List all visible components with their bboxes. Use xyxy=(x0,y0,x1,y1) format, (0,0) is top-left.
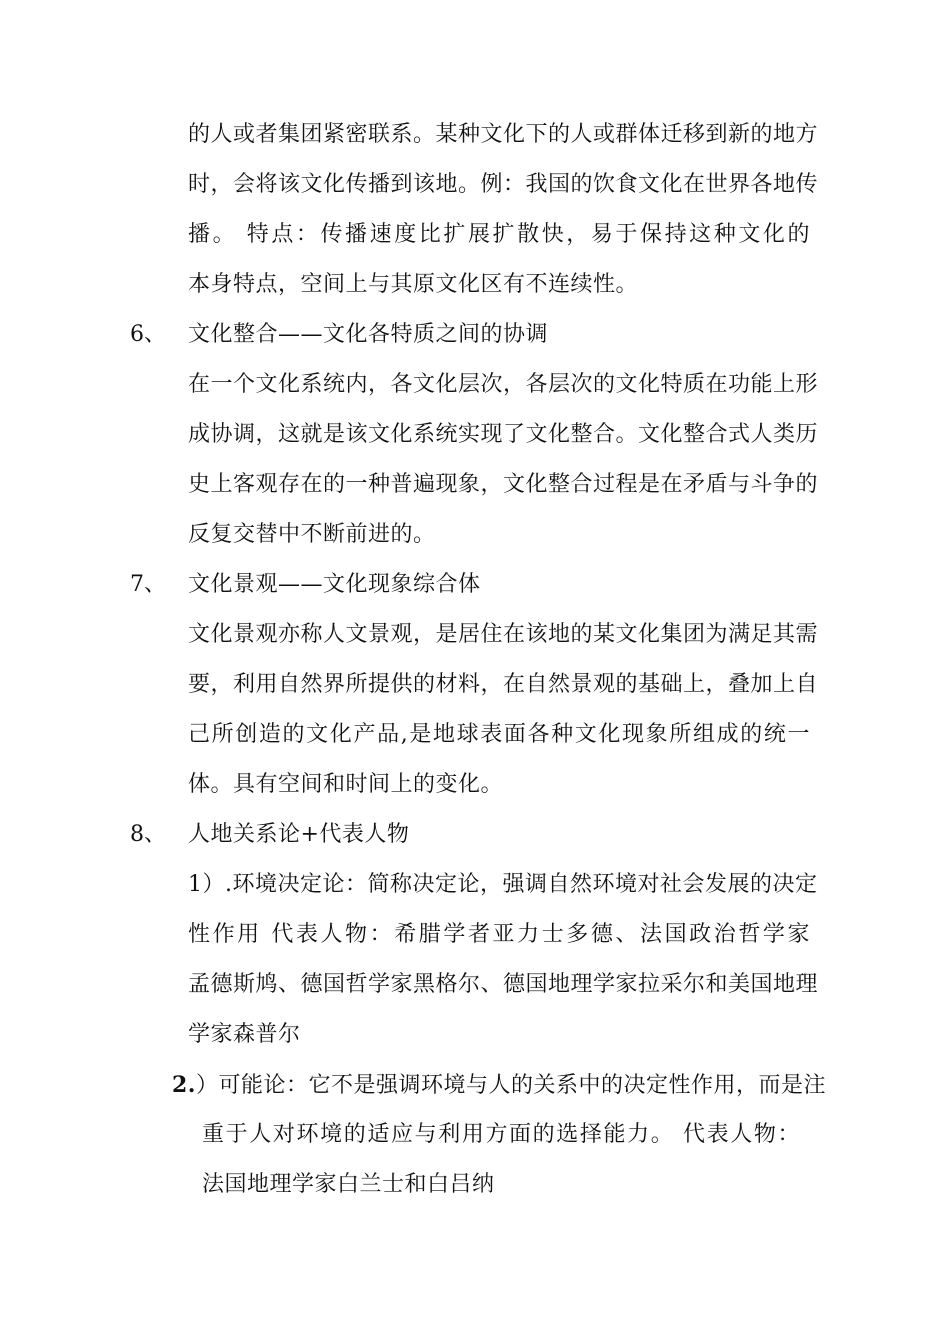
intro-line-1: 的人或者集团紧密联系。某种文化下的人或群体迁移到新的地方 xyxy=(188,122,819,147)
section-8-heading: 人地关系论+代表人物 xyxy=(188,822,410,847)
section-7-heading: 文化景观——文化现象综合体 xyxy=(188,572,481,597)
possibilism-line-2: 重于人对环境的适应与利用方面的选择能力。 代表人物： xyxy=(202,1122,800,1147)
section-7-line-3: 己所创造的文化产品,是地球表面各种文化现象所组成的统一 xyxy=(188,722,810,747)
intro-line-2: 时，会将该文化传播到该地。例：我国的饮食文化在世界各地传 xyxy=(188,172,819,197)
section-8-line-3: 孟德斯鸠、德国哲学家黑格尔、德国地理学家拉采尔和美国地理 xyxy=(188,972,819,997)
section-8-line-2: 性作用 代表人物：希腊学者亚力士多德、法国政治哲学家 xyxy=(188,922,810,947)
section-6-line-4: 反复交替中不断前进的。 xyxy=(188,522,436,547)
section-7-number: 7、 xyxy=(130,572,166,597)
section-6-number: 6、 xyxy=(130,322,166,347)
section-8-number: 8、 xyxy=(130,822,166,847)
section-6-line-3: 史上客观存在的一种普遍现象，文化整合过程是在矛盾与斗争的 xyxy=(188,472,819,497)
possibilism-line-1 xyxy=(172,1070,826,1101)
section-8-line-1: 1）.环境决定论：简称决定论，强调自然环境对社会发展的决定 xyxy=(188,872,818,897)
section-7-line-1: 文化景观亦称人文景观，是居住在该地的某文化集团为满足其需 xyxy=(188,622,819,647)
intro-line-4: 本身特点，空间上与其原文化区有不连续性。 xyxy=(188,272,639,297)
possibilism-marker: 2. xyxy=(172,1072,196,1098)
possibilism-line-1-text: ）可能论：它不是强调环境与人的关系中的决定性作用，而是注 xyxy=(195,1073,826,1098)
section-6-line-1: 在一个文化系统内，各文化层次，各层次的文化特质在功能上形 xyxy=(188,372,819,397)
section-6-line-2: 成协调，这就是该文化系统实现了文化整合。文化整合式人类历 xyxy=(188,422,819,447)
section-6-heading: 文化整合——文化各特质之间的协调 xyxy=(188,322,549,347)
possibilism-line-3: 法国地理学家白兰士和白吕纳 xyxy=(202,1172,495,1197)
section-7-line-4: 体。具有空间和时间上的变化。 xyxy=(188,772,504,797)
section-7-line-2: 要，利用自然界所提供的材料，在自然景观的基础上，叠加上自 xyxy=(188,672,819,697)
section-8-line-4: 学家森普尔 xyxy=(188,1022,301,1047)
intro-line-3: 播。 特点：传播速度比扩展扩散快，易于保持这种文化的 xyxy=(188,222,810,247)
